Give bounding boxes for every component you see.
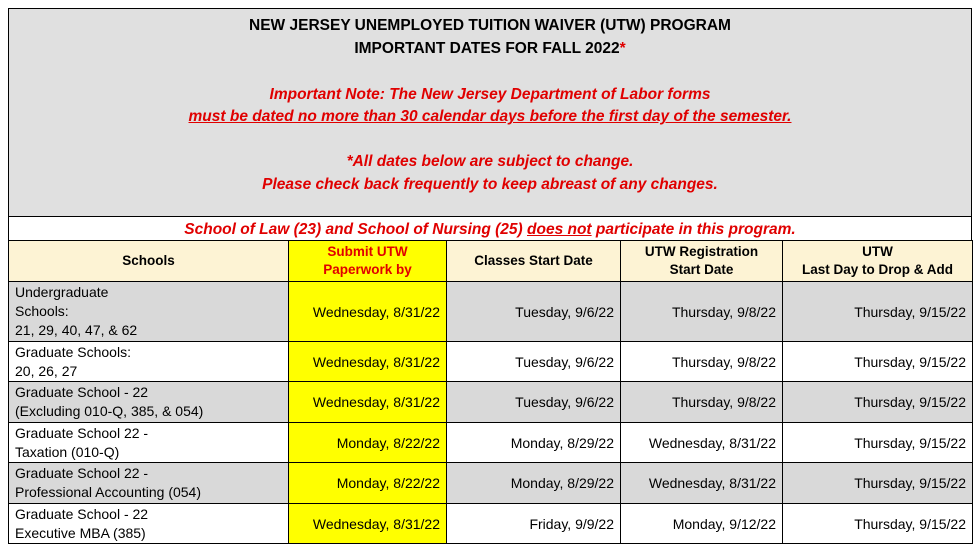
- important-note-line2: must be dated no more than 30 calendar days before the first day of the semester.: [188, 108, 792, 125]
- classes-start-cell: Friday, 9/9/22: [447, 504, 621, 544]
- school-line: Schools:: [15, 303, 69, 319]
- subtitle-text: IMPORTANT DATES FOR FALL 2022: [354, 40, 620, 57]
- last-drop-add-cell: Thursday, 9/15/22: [783, 282, 973, 342]
- col-header-reg-line2: Start Date: [669, 262, 734, 277]
- school-line: Graduate School 22 -: [15, 424, 149, 441]
- submit-date-cell: Wednesday, 8/31/22: [289, 282, 447, 342]
- col-header-drop-line1: UTW: [862, 244, 893, 259]
- school-cell: [9, 342, 289, 382]
- col-header-submit-utw: [289, 241, 447, 282]
- school-line: 21, 29, 40, 47, & 62: [15, 322, 138, 338]
- col-header-drop-line2: Last Day to Drop & Add: [801, 262, 953, 277]
- registration-start-cell: Thursday, 9/8/22: [621, 282, 783, 342]
- school-cell: [9, 504, 289, 544]
- disclaimer-line2: Please check back frequently to keep abreast of any changes.: [262, 176, 718, 193]
- school-line: Graduate School - 22: [15, 505, 149, 522]
- table-row: [9, 504, 973, 544]
- school-line: Executive MBA (385): [15, 524, 146, 541]
- registration-start-cell: Monday, 9/12/22: [621, 504, 783, 544]
- school-line: Graduate Schools:: [15, 343, 131, 360]
- last-drop-add-cell: Thursday, 9/15/22: [783, 504, 973, 544]
- law-note-emphasis: does not: [527, 221, 592, 238]
- table-row: [9, 423, 973, 463]
- school-line: Professional Accounting (054): [15, 484, 201, 500]
- classes-start-cell: Monday, 8/29/22: [447, 423, 621, 463]
- classes-start-cell: Tuesday, 9/6/22: [447, 282, 621, 342]
- col-header-schools: Schools: [9, 241, 289, 282]
- submit-date-cell: Monday, 8/22/22: [289, 423, 447, 463]
- submit-date-cell: Wednesday, 8/31/22: [289, 382, 447, 423]
- table-row: [9, 342, 973, 382]
- important-note-line1: Important Note: The New Jersey Department of Labor forms: [269, 86, 711, 103]
- registration-start-cell: Wednesday, 8/31/22: [621, 423, 783, 463]
- classes-start-cell: Monday, 8/29/22: [447, 463, 621, 504]
- header-section: [9, 9, 971, 217]
- school-line: (Excluding 010-Q, 385, & 054): [15, 403, 204, 419]
- registration-start-cell: Thursday, 9/8/22: [621, 342, 783, 382]
- submit-date-cell: Monday, 8/22/22: [289, 463, 447, 504]
- table-row: [9, 282, 973, 342]
- page-subtitle: [9, 37, 971, 60]
- last-drop-add-cell: Thursday, 9/15/22: [783, 423, 973, 463]
- table-header-row: [9, 241, 973, 282]
- page-title: NEW JERSEY UNEMPLOYED TUITION WAIVER (UTW) PROGRAM: [249, 17, 731, 34]
- classes-start-cell: Tuesday, 9/6/22: [447, 382, 621, 423]
- school-line: Taxation (010-Q): [15, 443, 120, 460]
- law-note-before: School of Law (23) and School of Nursing (25): [184, 221, 528, 238]
- col-header-registration-start: [621, 241, 783, 282]
- col-header-reg-line1: UTW Registration: [644, 244, 759, 259]
- col-header-last-drop-add: [783, 241, 973, 282]
- school-cell: [9, 423, 289, 463]
- submit-date-cell: Wednesday, 8/31/22: [289, 342, 447, 382]
- registration-start-cell: Wednesday, 8/31/22: [621, 463, 783, 504]
- classes-start-cell: Tuesday, 9/6/22: [447, 342, 621, 382]
- last-drop-add-cell: Thursday, 9/15/22: [783, 382, 973, 423]
- col-header-submit-line1: Submit UTW: [327, 244, 408, 259]
- dates-table: [8, 240, 973, 544]
- law-note-after: participate in this program.: [591, 221, 796, 238]
- table-row: [9, 382, 973, 423]
- school-line: 20, 26, 27: [15, 362, 78, 379]
- disclaimer-line1: *All dates below are subject to change.: [346, 153, 634, 170]
- school-cell: [9, 463, 289, 504]
- registration-start-cell: Thursday, 9/8/22: [621, 382, 783, 423]
- col-header-submit-line2: Paperwork by: [323, 262, 412, 277]
- table-row: [9, 463, 973, 504]
- submit-date-cell: Wednesday, 8/31/22: [289, 504, 447, 544]
- col-header-classes-start: Classes Start Date: [447, 241, 621, 282]
- school-line: Undergraduate: [15, 284, 109, 300]
- utw-dates-sheet: [8, 8, 972, 541]
- school-line: Graduate School 22 -: [15, 465, 149, 481]
- last-drop-add-cell: Thursday, 9/15/22: [783, 342, 973, 382]
- last-drop-add-cell: Thursday, 9/15/22: [783, 463, 973, 504]
- law-nursing-note: [9, 217, 971, 241]
- subtitle-asterisk: *: [619, 40, 626, 57]
- school-line: Graduate School - 22: [15, 384, 149, 400]
- school-cell: [9, 382, 289, 423]
- school-cell: [9, 282, 289, 342]
